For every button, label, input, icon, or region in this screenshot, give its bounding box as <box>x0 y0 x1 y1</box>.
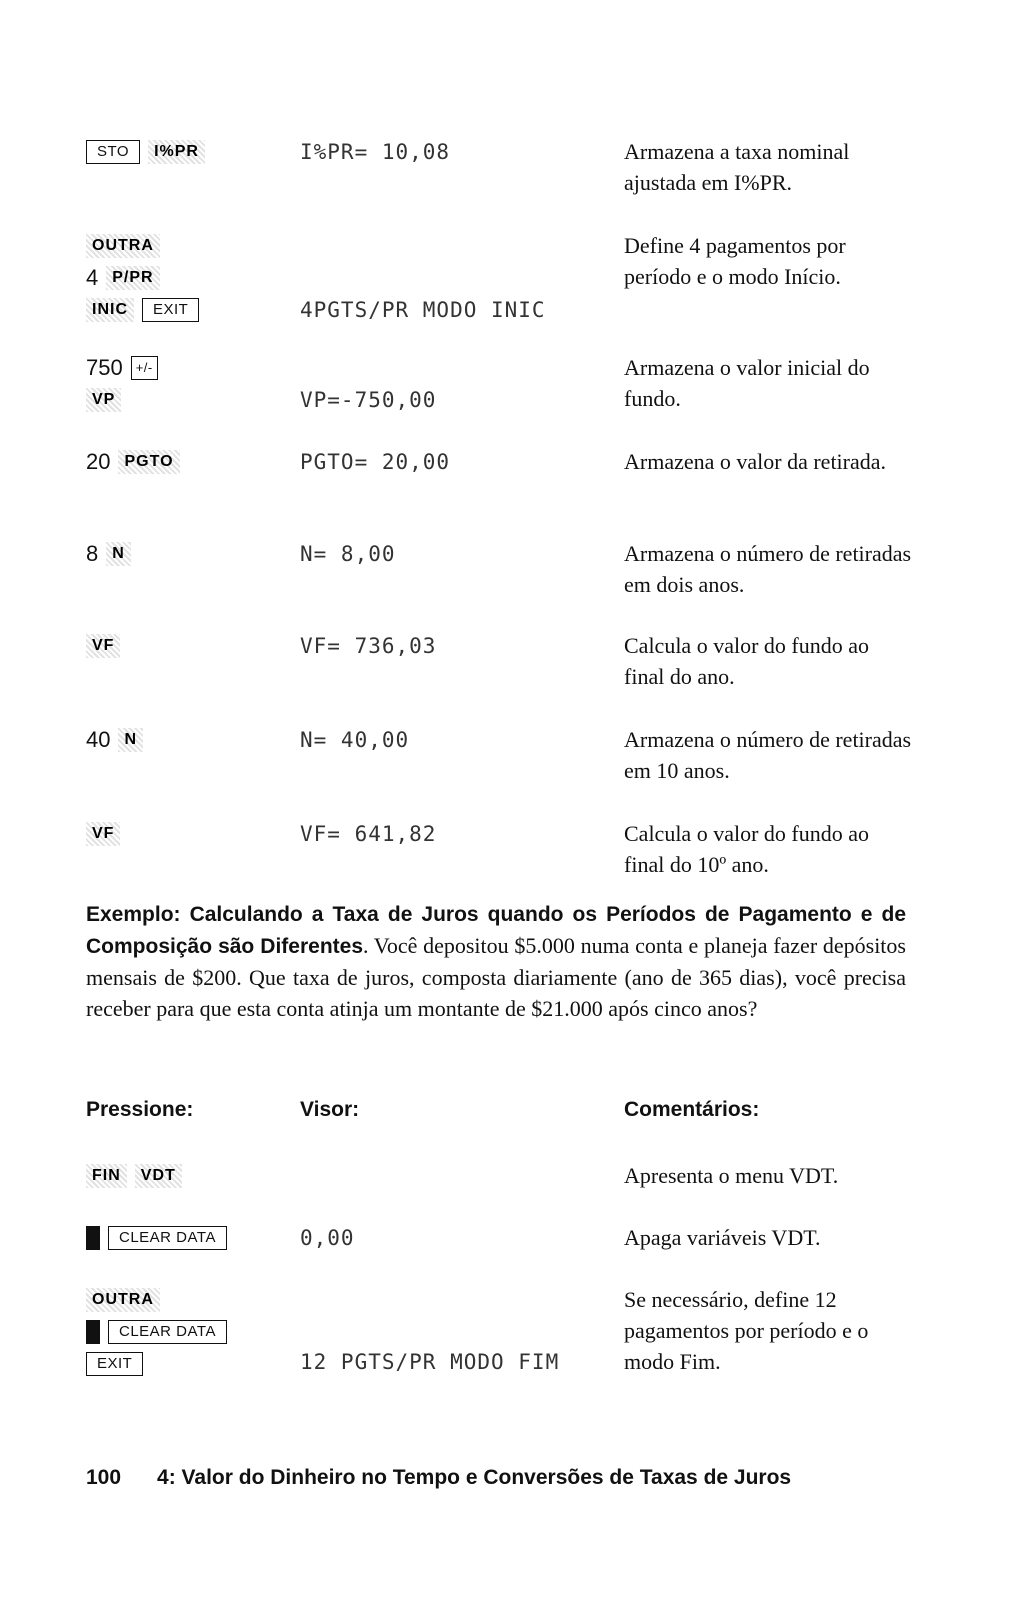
calculator-display: PGTO= 20,00 <box>300 450 451 474</box>
menu-key: INIC <box>86 298 134 322</box>
keys-cell <box>86 538 131 570</box>
calculator-key: CLEAR DATA <box>108 1226 227 1250</box>
keys-cell <box>86 446 180 478</box>
keys-cell <box>86 818 120 850</box>
calculator-display: VF= 641,82 <box>300 822 437 846</box>
typed-number: 750 <box>86 355 123 380</box>
key-sequence-line <box>86 1316 227 1348</box>
menu-key: I%PR <box>148 140 205 164</box>
keys-cell <box>86 1160 182 1192</box>
menu-key: P/PR <box>106 266 159 290</box>
menu-key: OUTRA <box>86 234 160 258</box>
step-comment: Armazena o número de retiradas em 10 anos. <box>624 727 912 783</box>
step-comment: Armazena o número de retiradas em dois anos. <box>624 541 912 597</box>
step-comment: Apresenta o menu VDT. <box>624 1163 839 1188</box>
typed-number: 40 <box>86 727 111 752</box>
calculator-display: VF= 736,03 <box>300 634 437 658</box>
menu-key: N <box>118 728 143 752</box>
calculator-display: 12 PGTS/PR MODO FIM <box>300 1350 560 1374</box>
keys-cell <box>86 136 205 168</box>
menu-key: OUTRA <box>86 1288 160 1312</box>
keys-cell <box>86 1284 227 1380</box>
calculator-display: N= 8,00 <box>300 542 396 566</box>
calculator-key: EXIT <box>86 1352 143 1376</box>
calculator-display: 4PGTS/PR MODO INIC <box>300 298 546 322</box>
calculator-key: EXIT <box>142 298 199 322</box>
header-display: Visor: <box>300 1098 360 1121</box>
page-number: 100 <box>86 1466 122 1489</box>
header-press: Pressione: <box>86 1098 194 1121</box>
menu-key: FIN <box>86 1164 127 1188</box>
header-comments: Comentários: <box>624 1098 760 1121</box>
keys-cell <box>86 630 120 662</box>
shift-key-icon <box>86 1320 100 1344</box>
key-sequence-line <box>86 294 199 326</box>
key-sequence-line <box>86 230 199 262</box>
menu-key: VF <box>86 634 120 658</box>
calculator-key: STO <box>86 140 140 164</box>
menu-key: PGTO <box>118 450 179 474</box>
key-sequence-line <box>86 538 131 570</box>
key-sequence-line <box>86 446 180 478</box>
step-comment: Apaga variáveis VDT. <box>624 1225 821 1250</box>
step-comment: Armazena o valor da retirada. <box>624 449 887 474</box>
keys-cell <box>86 230 199 326</box>
calculator-display: VP=-750,00 <box>300 388 437 412</box>
calculator-display: N= 40,00 <box>300 728 410 752</box>
menu-key: VF <box>86 822 120 846</box>
page-footer <box>86 1466 791 1490</box>
menu-key: N <box>106 542 131 566</box>
key-sequence-line <box>86 262 199 294</box>
calculator-key: +/- <box>131 356 158 380</box>
step-comment: Se necessário, define 12 pagamentos por período e o modo Fim. <box>624 1287 869 1374</box>
typed-number: 4 <box>86 265 99 290</box>
key-sequence-line <box>86 1284 227 1316</box>
menu-key: VP <box>86 388 121 412</box>
typed-number: 20 <box>86 449 111 474</box>
menu-key: VDT <box>135 1164 182 1188</box>
keys-cell <box>86 724 143 756</box>
key-sequence-line <box>86 724 143 756</box>
typed-number: 8 <box>86 541 99 566</box>
step-comment: Define 4 pagamentos por período e o modo Início. <box>624 233 846 289</box>
key-sequence-line <box>86 1222 227 1254</box>
calculator-display: 0,00 <box>300 1226 355 1250</box>
step-comment: Armazena o valor inicial do fundo. <box>624 355 870 411</box>
keys-cell <box>86 1222 227 1254</box>
step-comment: Armazena a taxa nominal ajustada em I%PR. <box>624 139 850 195</box>
key-sequence-line <box>86 352 158 384</box>
shift-key-icon <box>86 1226 100 1250</box>
keys-cell <box>86 352 158 416</box>
key-sequence-line <box>86 1348 227 1380</box>
chapter-title: 4: Valor do Dinheiro no Tempo e Conversões de Taxas de Juros <box>157 1466 792 1489</box>
step-comment: Calcula o valor do fundo ao final do ano. <box>624 633 869 689</box>
key-sequence-line <box>86 1160 182 1192</box>
calculator-key: CLEAR DATA <box>108 1320 227 1344</box>
calculator-display: I%PR= 10,08 <box>300 140 451 164</box>
key-sequence-line <box>86 136 205 168</box>
example-title: Exemplo: Calculando a Taxa de Juros quando os Períodos de Pagamento e de Composição são Diferentes <box>86 903 906 958</box>
key-sequence-line <box>86 384 158 416</box>
example-body: . Você depositou $5.000 numa conta e planeja fazer depósitos mensais de $200. Que taxa de juros, composta diariamente (ano de 365 dias), você precisa receber para que esta conta atinja um montante de $21.000 após cinco anos? <box>86 933 906 1021</box>
step-comment: Calcula o valor do fundo ao final do 10º ano. <box>624 821 869 877</box>
example-paragraph <box>86 898 906 1024</box>
key-sequence-line <box>86 630 120 662</box>
key-sequence-line <box>86 818 120 850</box>
